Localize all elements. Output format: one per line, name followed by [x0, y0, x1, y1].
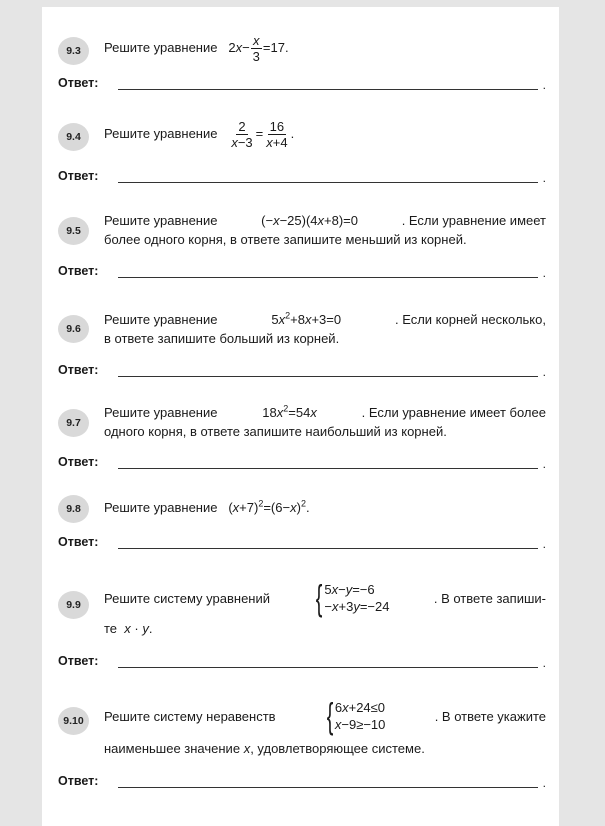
answer-label: Ответ:: [58, 169, 99, 183]
equation: $\frac{2}{x-3}$ = $\frac{16}{x+4}$ .: [231, 119, 295, 150]
answer-row: [58, 455, 546, 471]
answer-label: Ответ:: [58, 264, 99, 278]
task-lead: Решите уравнение: [104, 500, 218, 515]
answer-dot: .: [542, 656, 546, 670]
task-tail: . В ответе запиши-: [433, 590, 546, 606]
task-line-2: [104, 619, 546, 638]
answer-label: Ответ:: [58, 654, 99, 668]
answer-field[interactable]: [118, 468, 538, 469]
task-lead: Решите уравнение: [104, 312, 218, 327]
task-text: [104, 310, 546, 348]
task-line-2-text: наименьшее значение: [104, 741, 241, 756]
answer-field[interactable]: [118, 667, 538, 668]
answer-dot: .: [542, 78, 546, 92]
task-text: [104, 119, 546, 150]
answer-label: Ответ:: [58, 455, 99, 469]
task-tail: . Если уравнение имеет: [401, 213, 546, 228]
task-number-badge: 9.7: [58, 409, 89, 437]
answer-field[interactable]: [118, 182, 538, 183]
task-tail: . Если уравнение имеет более: [361, 405, 546, 420]
equation: 2x− $\frac{x}{3}$ =17.: [228, 33, 289, 64]
task-line-2: более одного корня, в ответе запишите меньший из корней.: [104, 232, 467, 247]
task-number-badge: 9.6: [58, 315, 89, 343]
task-lead: Решите систему уравнений: [104, 590, 270, 606]
answer-label: Ответ:: [58, 363, 99, 377]
task-lead: Решите уравнение: [104, 213, 218, 228]
answer-field[interactable]: [118, 548, 538, 549]
equation: $(x+7)^2=(6-x)^2$.: [228, 498, 310, 515]
worksheet-page: [42, 7, 559, 826]
answer-label: Ответ:: [58, 76, 99, 90]
task-number-badge: 9.8: [58, 495, 89, 523]
task-number-badge: 9.4: [58, 123, 89, 151]
inequality-system: { 6x+24≤0 x−9≥−10: [326, 695, 386, 736]
answer-row: [58, 535, 546, 551]
answer-row: [58, 169, 546, 185]
task-text: [104, 33, 546, 64]
answer-label: Ответ:: [58, 774, 99, 788]
task-text: [104, 403, 546, 441]
answer-row: [58, 363, 546, 379]
answer-row: [58, 76, 546, 92]
task-number-badge: 9.5: [58, 217, 89, 245]
answer-row: [58, 774, 546, 790]
task-text: [104, 211, 546, 249]
equation: $5x^2+8x+3=0$: [271, 310, 342, 327]
task-line-2: одного корня, в ответе запишите наибольший из корней.: [104, 424, 447, 439]
answer-row: [58, 654, 546, 670]
answer-dot: .: [542, 776, 546, 790]
task-lead: Решите уравнение: [104, 405, 218, 420]
task-lead: Решите уравнение: [104, 39, 218, 55]
task-line-2-tail: , удовлетворяющее системе.: [250, 741, 425, 756]
answer-field[interactable]: [118, 89, 538, 90]
answer-field[interactable]: [118, 376, 538, 377]
task-tail: . В ответе укажите: [434, 708, 546, 724]
task-number-badge: 9.9: [58, 591, 89, 619]
answer-field[interactable]: [118, 277, 538, 278]
answer-dot: .: [542, 171, 546, 185]
answer-dot: .: [542, 266, 546, 280]
expression: x · y.: [124, 621, 153, 636]
task-line-2: наименьшее значение x, удовлетворяющее системе.: [104, 741, 425, 756]
task-lead: Решите систему неравенств: [104, 708, 276, 724]
equation-system: { 5x−y=−6 −x+3y=−24: [316, 577, 390, 618]
task-number-badge: 9.10: [58, 707, 89, 735]
answer-field[interactable]: [118, 787, 538, 788]
answer-dot: .: [542, 365, 546, 379]
answer-dot: .: [542, 457, 546, 471]
answer-dot: .: [542, 537, 546, 551]
task-line-2-text: те: [104, 621, 118, 636]
task-text: [104, 697, 546, 758]
task-tail: . Если корней несколько,: [394, 312, 546, 327]
task-number-badge: 9.3: [58, 37, 89, 65]
task-text: [104, 498, 546, 517]
task-text: [104, 579, 546, 638]
task-line-2: в ответе запишите больший из корней.: [104, 331, 340, 346]
equation: (−x−25)(4x+8)=0: [261, 213, 359, 228]
equation: $18x^2=54x$: [262, 403, 317, 420]
answer-row: [58, 264, 546, 280]
answer-label: Ответ:: [58, 535, 99, 549]
task-lead: Решите уравнение: [104, 125, 218, 141]
